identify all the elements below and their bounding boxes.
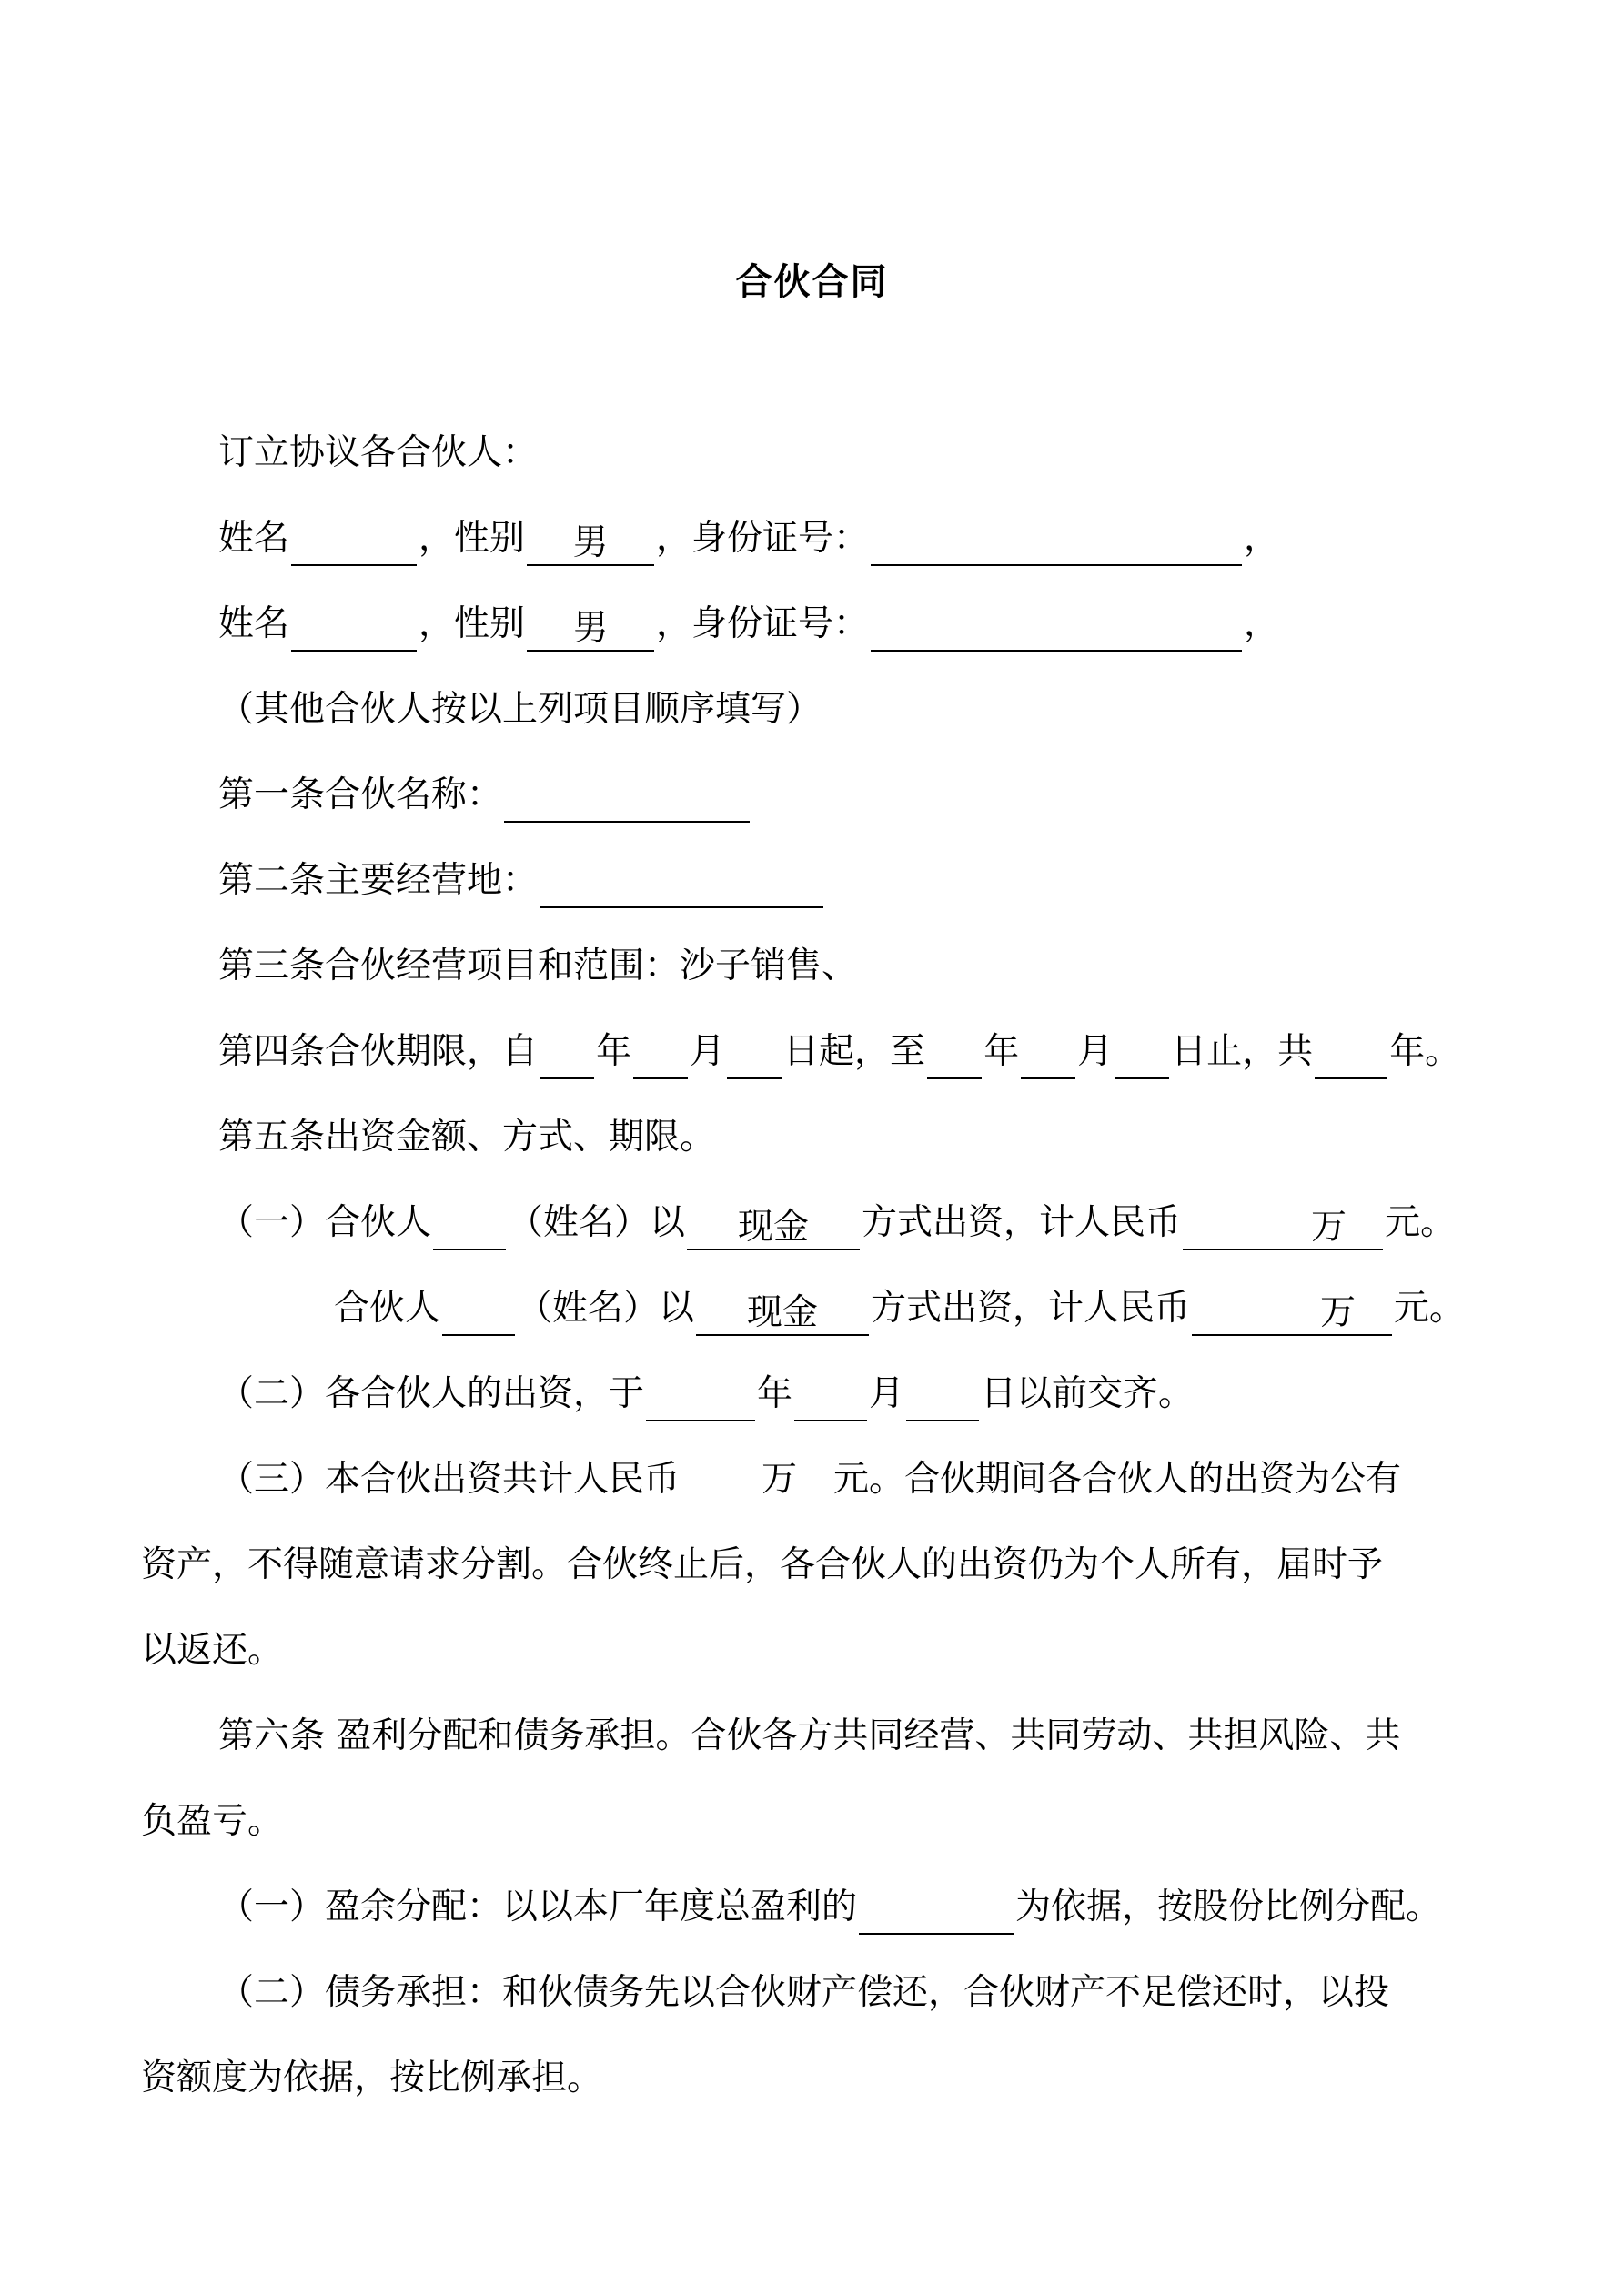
business-location-blank[interactable] xyxy=(540,865,823,908)
name-blank[interactable] xyxy=(291,608,417,652)
end-month-blank[interactable] xyxy=(1021,1036,1075,1079)
total-label: （三）本合伙出资共计人民币 xyxy=(218,1459,681,1500)
name-blank[interactable] xyxy=(291,522,417,566)
article-6-item-2-line-1: （二）债务承担：和伙债务先以合伙财产偿还，合伙财产不足偿还时，以投 xyxy=(218,1972,1390,2013)
name-label: 姓名 xyxy=(218,518,290,559)
article-6-item-2-line-2: 资额度为依据，按比例承担。 xyxy=(141,2058,603,2099)
contribution-text: 方式出资，计人民币 xyxy=(871,1288,1191,1329)
start-day-blank[interactable] xyxy=(727,1036,782,1079)
article-5-item-1 xyxy=(218,1196,1456,1250)
start-month-blank[interactable] xyxy=(633,1036,688,1079)
due-month-blank[interactable] xyxy=(794,1378,867,1421)
profit-end: 为依据，按股份比例分配。 xyxy=(1015,1886,1442,1927)
article-4-label: 第四条合伙期限，自 xyxy=(218,1031,539,1072)
gender-label: ，性别 xyxy=(419,603,526,644)
year-word: 年 xyxy=(596,1031,632,1072)
due-end: 日以前交齐。 xyxy=(981,1373,1195,1414)
article-6-item-1 xyxy=(218,1880,1441,1935)
currency-end: 元。 xyxy=(1394,1288,1466,1329)
end-day-blank[interactable] xyxy=(1115,1036,1169,1079)
party-row-2 xyxy=(218,597,1279,652)
contribution-method[interactable]: 现金 xyxy=(696,1292,869,1336)
document-title: 合伙合同 xyxy=(735,260,889,303)
start-year-blank[interactable] xyxy=(540,1036,594,1079)
article-5-item-3-line-2: 资产，不得随意请求分割。合伙终止后，各合伙人的出资仍为个人所有，届时予 xyxy=(141,1544,1384,1585)
article-5-item-1-partner-2 xyxy=(334,1281,1465,1336)
item-number: （一） xyxy=(218,1202,326,1243)
profit-label: （一）盈余分配：以以本厂年度总盈利的 xyxy=(218,1886,858,1927)
article-3: 第三条合伙经营项目和范围：沙子销售、 xyxy=(218,946,858,986)
contribution-text: 方式出资，计人民币 xyxy=(862,1202,1182,1243)
month-word: 月 xyxy=(690,1031,726,1072)
partner-name-blank[interactable] xyxy=(442,1292,515,1336)
currency-end: 元。 xyxy=(1385,1202,1457,1243)
row-end: ， xyxy=(1244,603,1280,644)
article-5-item-2 xyxy=(218,1367,1194,1421)
due-year-blank[interactable] xyxy=(646,1378,755,1421)
article-4 xyxy=(218,1025,1460,1079)
article-6-line-2: 负盈亏。 xyxy=(141,1801,284,1842)
party-row-1 xyxy=(218,511,1279,566)
article-5-item-3-line-3: 以返还。 xyxy=(141,1630,284,1671)
amount-blank[interactable] xyxy=(1356,1292,1392,1336)
profit-basis-blank[interactable] xyxy=(859,1891,1014,1935)
name-note: （姓名）以 xyxy=(517,1288,695,1329)
amount-blank[interactable] xyxy=(1347,1207,1383,1250)
gender-label: ，性别 xyxy=(419,518,526,559)
article-1 xyxy=(218,768,751,823)
gender-value[interactable]: 男 xyxy=(527,522,654,566)
total-unit: 万 xyxy=(762,1459,798,1500)
month-word: 月 xyxy=(1077,1031,1114,1072)
other-partners-note: （其他合伙人按以上列项目顺序填写） xyxy=(218,689,822,730)
amount-unit[interactable]: 万 xyxy=(1183,1207,1347,1250)
total-text: 元。合伙期间各合伙人的出资为公有 xyxy=(833,1459,1402,1500)
id-label: ，身份证号： xyxy=(656,603,870,644)
id-label: ，身份证号： xyxy=(656,518,870,559)
article-5: 第五条出资金额、方式、期限。 xyxy=(218,1117,716,1158)
row-end: ， xyxy=(1244,518,1280,559)
end-year-blank[interactable] xyxy=(927,1036,982,1079)
due-day-blank[interactable] xyxy=(906,1378,979,1421)
article-5-item-3-line-1 xyxy=(218,1452,1401,1507)
amount-unit[interactable]: 万 xyxy=(1192,1292,1356,1336)
partner-name-blank[interactable] xyxy=(433,1207,506,1250)
name-note: （姓名）以 xyxy=(508,1202,686,1243)
article-6-line-1: 第六条 盈利分配和债务承担。合伙各方共同经营、共同劳动、共担风险、共 xyxy=(218,1715,1401,1756)
id-number-blank[interactable] xyxy=(871,608,1242,652)
total-years-blank[interactable] xyxy=(1315,1036,1387,1079)
article-2 xyxy=(218,854,825,908)
gender-value[interactable]: 男 xyxy=(527,608,654,652)
article-2-label: 第二条主要经营地： xyxy=(218,860,539,901)
to-word: 日止，共 xyxy=(1171,1031,1314,1072)
parties-heading: 订立协议各合伙人： xyxy=(218,432,539,473)
article-1-label: 第一条合伙名称： xyxy=(218,774,503,815)
name-label: 姓名 xyxy=(218,603,290,644)
years-end: 年。 xyxy=(1389,1031,1461,1072)
partnership-name-blank[interactable] xyxy=(504,779,750,823)
from-word: 日起，至 xyxy=(783,1031,926,1072)
year-word: 年 xyxy=(983,1031,1020,1072)
partner-label: 合伙人 xyxy=(334,1288,441,1329)
contribution-method[interactable]: 现金 xyxy=(687,1207,860,1250)
item-2-label: （二）各合伙人的出资，于 xyxy=(218,1373,645,1414)
id-number-blank[interactable] xyxy=(871,522,1242,566)
month-word: 月 xyxy=(869,1373,905,1414)
partner-label: 合伙人 xyxy=(325,1202,432,1243)
year-word: 年 xyxy=(757,1373,793,1414)
